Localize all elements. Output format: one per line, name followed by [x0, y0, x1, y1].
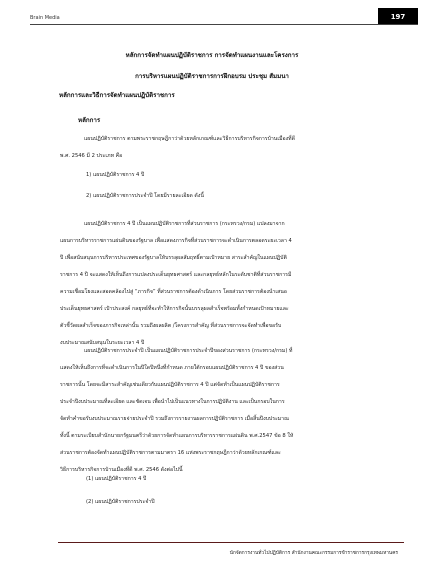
paragraph-line: แผนปฏิบัติราชการ 4 ปี เป็นแผนปฏิบัติราชการที่ส่วนราชการ (กระทรวง/กรม) แปลงมาจาก: [84, 221, 285, 227]
paragraph-line: ประเด็นยุทธศาสตร์ เป้าประสงค์ กลยุทธ์ที่จะทำให้การกิจนั้นบรรลุผลสำเร็จพร้อมทั้งกำหนดเป้าหมายและ: [60, 306, 289, 312]
sub-heading: หลักการ: [78, 117, 101, 124]
paragraph-four-year-plan: [60, 216, 388, 352]
list-item-four-year-plan: 1) แผนปฏิบัติราชการ 4 ปี: [86, 172, 145, 178]
list-item-annual-plan-2: (2) แผนปฏิบัติราชการประจำปี: [86, 499, 155, 505]
paragraph-line: ราชการ 4 ปี จะแสดงให้เห็นถึงการแปลงประเด็นยุทธศาสตร์ และกลยุทธ์หลักในระดับชาติที่ส่วนราชการมี: [60, 272, 292, 278]
paragraph-line: ความเชื่อมโยงและสอดคล้องไปสู่ “ภารกิจ” ที่ส่วนราชการต้องดำเนินการ โดยส่วนราชการต้องนำเสนอ: [60, 289, 287, 295]
document-title-line-2: การบริหารแผนปฏิบัติราชการการฝึกอบรม ประชุม สัมมนา: [135, 73, 289, 80]
paragraph-line: ปี เพื่อสนับสนุนการบริหารประเทศของรัฐบาลให้บรรลุผลสัมฤทธิ์ตามเป้าหมาย สาระสำคัญในแผนปฏิบัติ: [60, 255, 287, 261]
header-divider: [30, 24, 418, 25]
paragraph-line: แผนปฏิบัติราชการประจำปี เป็นแผนปฏิบัติราชการประจำปีของส่วนราชการ (กระทรวง/กรม) ที่: [84, 348, 293, 354]
paragraph-line: พ.ศ. 2546 มี 2 ประเภท คือ: [60, 153, 123, 159]
paragraph-line: งบประมาณสนับสนุนในระยะเวลา 4 ปี: [60, 340, 145, 346]
paragraph-line: ทั้งนี้ ตามระเบียบสำนักนายกรัฐมนตรีว่าด้วยการจัดทำแผนการบริหารราชการแผ่นดิน พ.ศ.2547 ข้อ 8 ให้: [60, 433, 294, 439]
section-heading: หลักการและวิธีการจัดทำแผนปฏิบัติราชการ: [59, 92, 175, 99]
header-brand: Brain Media: [30, 15, 60, 21]
page-number-badge: [378, 8, 418, 25]
paragraph-line: จัดทำคำขอรับงบประมาณรายจ่ายประจำปี รวมถึงการรายงานผลการปฏิบัติราชการ เมื่อสิ้นปีงบประมาณ: [60, 416, 289, 422]
paragraph-annual-plan: [60, 343, 388, 479]
paragraph-line: ตัวชี้วัดผลสำเร็จของภารกิจเหล่านั้น รวมถึงผลผลิต /โครงการสำคัญ ที่ส่วนราชการจะจัดทำเพื่อขอรับ: [60, 323, 282, 329]
paragraph-line: ประจำปีงบประมาณที่ละเอียด และชัดเจน เพื่อนำไปเป็นแนวทางในการปฏิบัติงาน และเป็นกรอบในการ: [60, 399, 285, 405]
paragraph-line: แผนปฏิบัติราชการ ตามพระราชกฤษฎีกาว่าด้วยหลักเกณฑ์และวิธีการบริหารกิจการบ้านเมืองที่ดี: [84, 136, 295, 142]
list-item-annual-plan: 2) แผนปฏิบัติราชการประจำปี โดยมีรายละเอียด ดังนี้: [86, 193, 204, 199]
footer-divider: [58, 542, 404, 543]
paragraph-intro: [60, 131, 388, 165]
paragraph-line: แผนการบริหารราชการแผ่นดินของรัฐบาล เพื่อแสดงภารกิจที่ส่วนราชการจะดำเนินการตลอดระยะเวลา 4: [60, 238, 292, 244]
document-title-line-1: หลักการจัดทำแผนปฏิบัติราชการ การจัดทำแผนงานและโครงการ: [125, 52, 299, 59]
footer-text: นักจัดการงานทั่วไปปฏิบัติการ สำนักงานคณะกรรมการข้าราชการกรุงเทพมหานคร: [229, 551, 398, 556]
paragraph-line: ราชการนั้น โดยจะมีสาระสำคัญเช่นเดียวกับแผนปฏิบัติราชการ 4 ปี แต่จัดทำเป็นแผนปฏิบัติราชการ: [60, 382, 280, 388]
list-item-four-year-plan-2: (1) แผนปฏิบัติราชการ 4 ปี: [86, 476, 147, 482]
paragraph-line: แสดงให้เห็นถึงการที่จะดำเนินการในปีใดปีหนึ่งที่กำหนด ภายใต้กรอบแผนปฏิบัติราชการ 4 ปี ของส่วน: [60, 365, 284, 371]
paragraph-line: วิธีการบริหารกิจการบ้านเมืองที่ดี พ.ศ. 2546 ดังต่อไปนี้: [60, 467, 183, 473]
paragraph-line: ส่วนราชการต้องจัดทำแผนปฏิบัติราชการตามมาตรา 16 แห่งพระราชกฤษฎีกาว่าด้วยหลักเกณฑ์และ: [60, 450, 281, 456]
page-number: 197: [390, 12, 406, 21]
